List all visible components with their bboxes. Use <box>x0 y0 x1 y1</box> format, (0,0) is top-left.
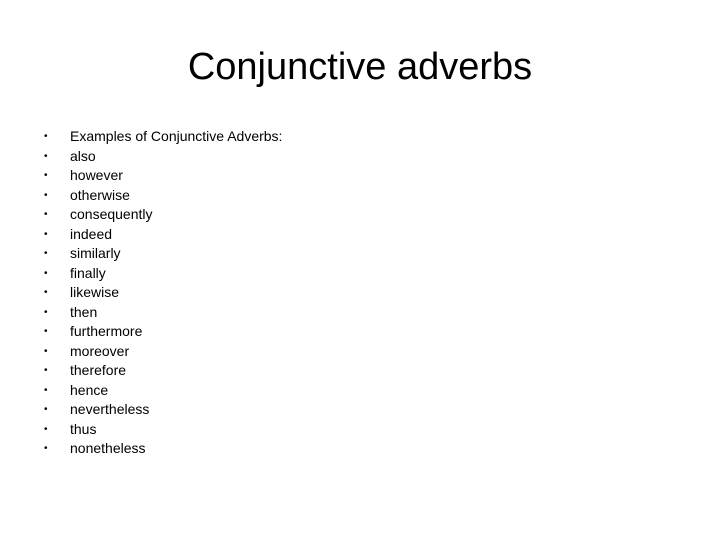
list-item-text: consequently <box>70 206 153 222</box>
bullet-icon: • <box>44 306 48 318</box>
list-item-text: furthermore <box>70 323 143 339</box>
list-item-text: indeed <box>70 225 113 242</box>
bullet-icon: • <box>44 150 48 162</box>
list-item-text: likewise <box>70 284 120 300</box>
bullet-icon: • <box>44 131 48 142</box>
list-item-text: hence <box>70 381 109 398</box>
list-item-text: therefore <box>70 362 127 378</box>
bullet-icon: • <box>44 287 48 298</box>
list-item-text: also <box>70 147 96 164</box>
list-item-text: finally <box>70 264 106 281</box>
list-item-text: nonetheless <box>70 440 146 456</box>
slide-title: Conjunctive adverbs <box>187 46 533 88</box>
list-item-text: Examples of Conjunctive Adverbs: <box>70 128 283 144</box>
list-item-text: otherwise <box>70 186 130 203</box>
bullet-icon: • <box>44 345 48 357</box>
bullet-icon: • <box>44 423 48 435</box>
bullet-icon: • <box>44 248 48 259</box>
bullet-icon: • <box>44 228 48 240</box>
bullet-icon: • <box>44 209 48 220</box>
list-item-text: however <box>70 167 123 183</box>
list-item-text: then <box>70 303 98 320</box>
list-item-text: thus <box>70 420 97 437</box>
bullet-icon: • <box>44 189 48 201</box>
bullet-icon: • <box>44 404 48 415</box>
list-item-text: moreover <box>70 342 130 359</box>
bullet-icon: • <box>44 170 48 181</box>
bullet-icon: • <box>44 326 48 337</box>
list-item-text: nevertheless <box>70 401 150 417</box>
bullet-icon: • <box>44 365 48 376</box>
bullet-icon: • <box>44 443 48 454</box>
bullet-icon: • <box>44 267 48 279</box>
list-item-text: similarly <box>70 245 121 261</box>
bullet-icon: • <box>44 384 48 396</box>
